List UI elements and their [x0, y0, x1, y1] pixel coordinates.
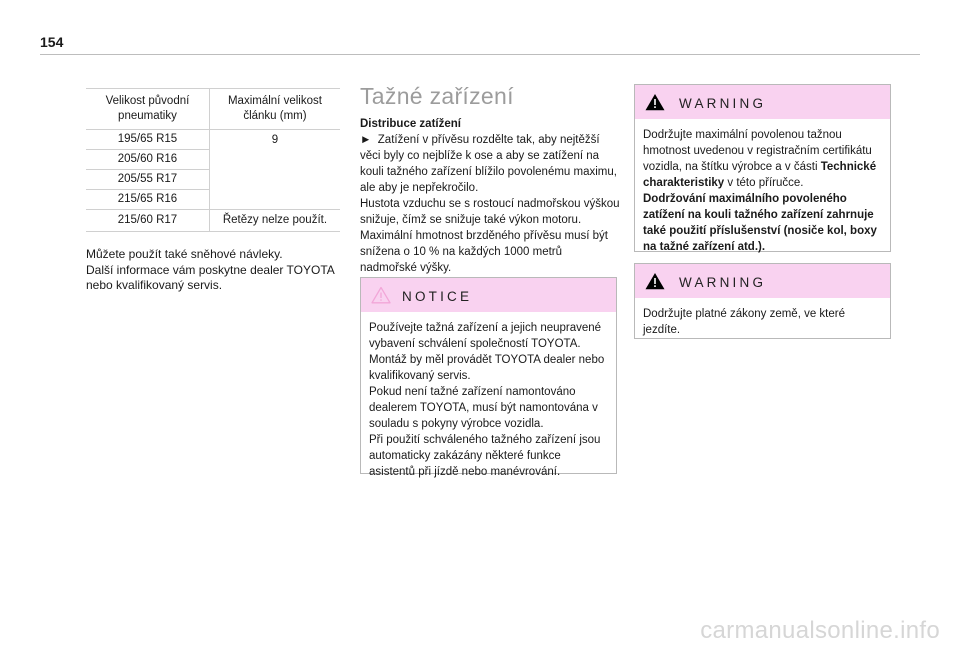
warning-text: v této příručce. [724, 177, 804, 189]
towing-body [360, 116, 620, 276]
table-cell-value: 9 [209, 130, 340, 210]
warning-header [635, 264, 890, 298]
warning-label: WARNING [679, 96, 767, 111]
note-line: Další informace vám poskytne dealer TOYOTA nebo kvalifikovaný servis. [86, 262, 335, 292]
notice-header [361, 278, 616, 312]
warning-box-laws [634, 263, 891, 339]
warning-label: WARNING [679, 275, 767, 290]
warning-box-towing-weight [634, 84, 891, 252]
warning-text: Dodržujte maximální povolenou tažnou hmotnost uvedenou v registračním certifikátu vozidla, na štítku výrobce a v části [643, 129, 872, 173]
notice-line: Při použití schváleného tažného zařízení jsou automaticky zakázány některé funkce asistentů při jízdě nebo manévrování. [369, 434, 601, 478]
notice-box [360, 277, 617, 478]
warning-text-bold: Technické charakteristiky [643, 161, 877, 189]
subsection-title: Distribuce zatížení [360, 118, 461, 130]
table-cell-value: Řetězy nelze použít. [209, 210, 340, 232]
header-divider [40, 54, 920, 55]
table-row [86, 210, 340, 232]
table-header-original-size: Velikost původní pneumatiky [86, 89, 209, 130]
table-header-row [86, 89, 340, 130]
warning-body [635, 119, 890, 265]
table-cell-size: 205/60 R16 [86, 150, 209, 170]
snow-chains-notes [86, 247, 348, 294]
notice-line: Pokud není tažné zařízení namontováno dealerem TOYOTA, musí být namontována v souladu s pokyny výrobce vozidla. [369, 386, 598, 430]
warning-triangle-filled-icon [645, 272, 665, 290]
bullet-arrow-icon: ► [360, 134, 372, 146]
notice-line: Montáž by měl provádět TOYOTA dealer nebo kvalifikovaný servis. [369, 354, 605, 382]
notice-body [361, 312, 616, 490]
table-header-max-link-size: Maximální velikost článku (mm) [209, 89, 340, 130]
table-cell-size: 195/65 R15 [86, 130, 209, 150]
table-cell-size: 215/60 R17 [86, 210, 209, 232]
tire-size-table [86, 88, 340, 232]
warning-triangle-outline-icon [371, 286, 391, 304]
warning-paragraph: Dodržujte platné zákony země, ve které jezdíte. [643, 308, 845, 336]
notice-label: NOTICE [402, 289, 473, 304]
table-cell-size: 215/65 R16 [86, 190, 209, 210]
section-title: Tažné zařízení [360, 83, 514, 109]
notice-line: Používejte tažná zařízení a jejich neupravené vybavení schválení společností TOYOTA. [369, 322, 602, 350]
altitude-paragraph: Hustota vzduchu se s rostoucí nadmořskou výškou snižuje, čímž se snižuje také výkon motoru. Maximální hmotnost brzděného přívěsu musí být snížena o 10 % na každých 1000 metrů nadmořské výšky. [360, 198, 620, 274]
warning-header [635, 85, 890, 119]
watermark: carmanualsonline.info [700, 617, 940, 644]
warning-bold-paragraph: Dodržování maximálního povoleného zatížení na kouli tažného zařízení zahrnuje také použití příslušenství (nosiče kol, boxy na tažné zařízení atd.). [643, 193, 877, 253]
table-row [86, 130, 340, 150]
bullet-item [360, 132, 620, 196]
warning-body [635, 298, 890, 348]
table-cell-size: 205/55 R17 [86, 170, 209, 190]
note-line: Můžete použít také sněhové návleky. [86, 247, 283, 261]
warning-paragraph [643, 127, 882, 191]
bullet-text: Zatížení v přívěsu rozdělte tak, aby nejtěžší věci byly co nejblíže k ose a aby se zatížení na kouli tažného zařízení blížilo povolenému maximu, ale aby je nepřekročilo. [360, 134, 617, 194]
warning-triangle-filled-icon [645, 93, 665, 111]
page-number: 154 [40, 34, 64, 50]
